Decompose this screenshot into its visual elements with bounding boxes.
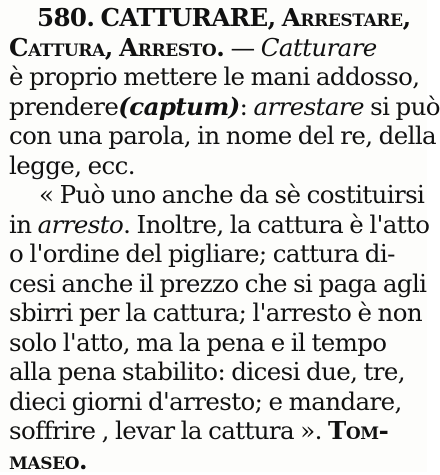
entry-line: è proprio mettere le mani addosso, [9,62,419,92]
entry-etymology: (captum) [118,92,239,121]
entry-text: prendere [9,92,118,121]
quote-line [9,446,419,475]
quote-line: dieci giorni d'arresto; e mandare, [9,387,419,417]
entry-text: soffrire , levar la cattura ». [9,416,322,445]
entry-term: arresto [38,210,124,239]
entry-synonym: Cattura, [9,33,113,62]
entry-text: : [240,92,248,121]
quote-line: « Può uno anche da sè costituirsi [9,180,419,210]
entry-headword: CATTURARE, [100,3,275,32]
entry-line: legge, ecc. [9,151,419,181]
entry-dash: — [231,33,255,62]
entry-line [9,92,419,122]
quote-line: alla pena stabilito: dicesi due, tre, [9,357,419,387]
entry-line: con una parola, in nome del re, della [9,121,419,151]
entry-synonym: Arrestare, [282,3,411,32]
entry-text: si può [370,92,440,121]
dictionary-entry [9,3,419,475]
entry-number: 580. [37,3,94,32]
quote-line: cesi anche il prezzo che si paga agli [9,269,419,299]
entry-text: . Inoltre, la cattura è l'atto [123,210,429,239]
entry-author: maseo. [9,446,87,475]
entry-text: in [9,210,31,239]
entry-synonym: Arresto. [119,33,224,62]
quote-line [9,416,419,446]
quote-line: solo l'atto, ma la pena e il tempo [9,328,419,358]
quote-line: o l'ordine del pigliare; cattura di- [9,239,419,269]
entry-lead-term: Catturare [261,33,377,62]
entry-author: Tom- [328,416,388,445]
quote-line [9,210,419,240]
entry-heading-line [9,3,419,33]
quote-line: sbirri per la cattura; l'arresto è non [9,298,419,328]
entry-term: arrestare [254,92,364,121]
entry-line [9,33,419,63]
